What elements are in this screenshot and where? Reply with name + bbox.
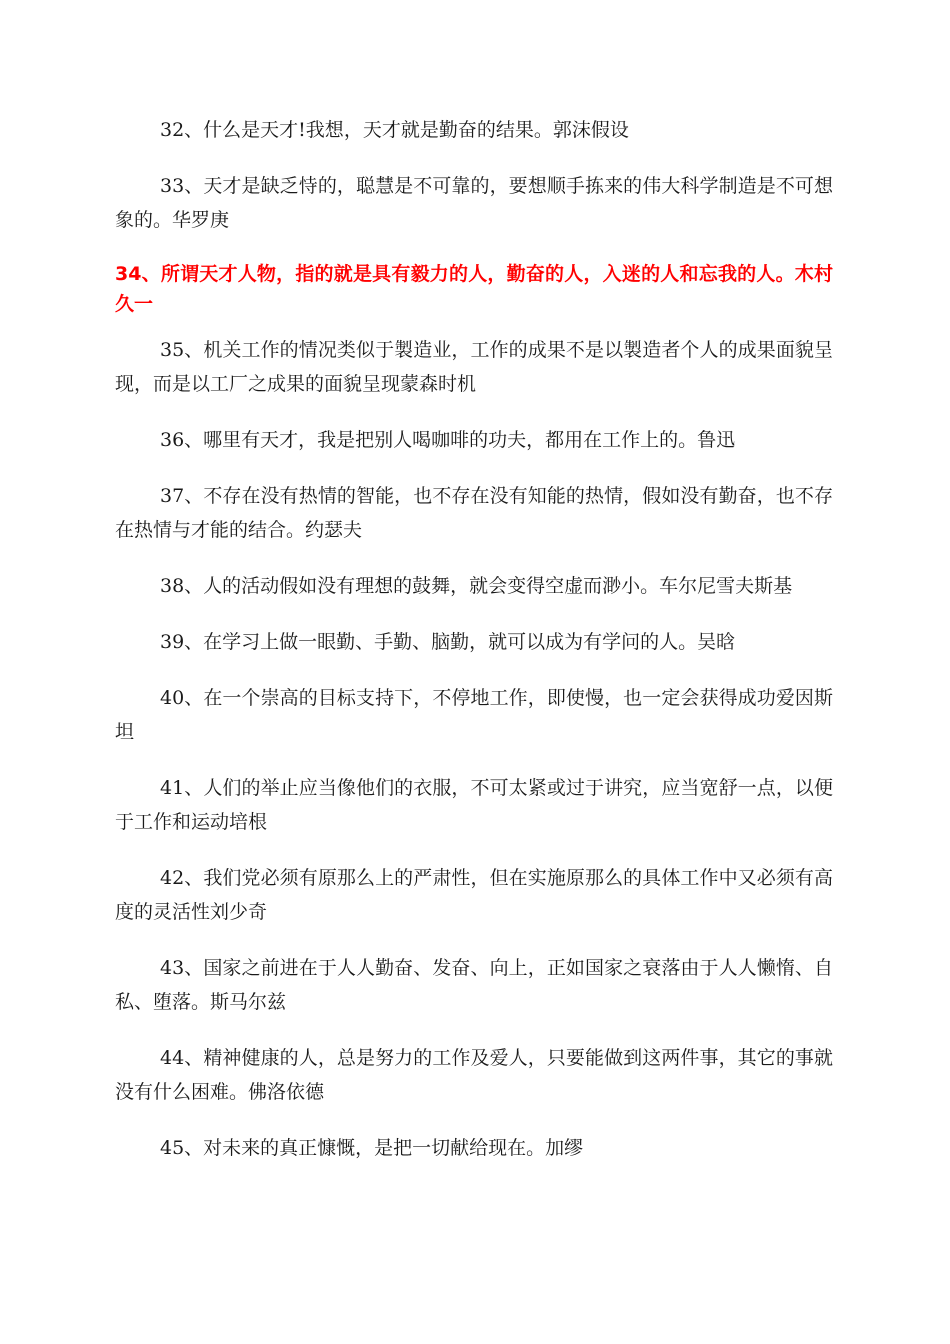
quote-paragraph-40: 40、在一个崇高的目标支持下，不停地工作，即使慢，也一定会获得成功爱因斯坦	[115, 687, 833, 743]
quote-paragraph-35: 35、机关工作的情况类似于製造业，工作的成果不是以製造者个人的成果面貌呈现，而是以工厂之成果的面貌呈现蒙森时机	[115, 339, 833, 395]
quote-paragraph-43: 43、国家之前进在于人人勤奋、发奋、向上，正如国家之衰落由于人人懒惰、自私、堕落。斯马尔兹	[115, 957, 833, 1013]
quote-paragraph-41: 41、人们的举止应当像他们的衣服，不可太紧或过于讲究，应当宽舒一点，以便于工作和运动培根	[115, 777, 833, 833]
quote-paragraph-33: 33、天才是缺乏恃的，聪慧是不可靠的，要想顺手拣来的伟大科学制造是不可想象的。华罗庚	[115, 175, 833, 231]
quote-paragraph-38: 38、人的活动假如没有理想的鼓舞，就会变得空虚而渺小。车尔尼雪夫斯基	[160, 575, 793, 597]
quote-paragraph-44: 44、精神健康的人，总是努力的工作及爱人，只要能做到这两件事，其它的事就没有什么困难。佛洛依德	[115, 1047, 833, 1103]
document-page	[115, 113, 833, 1187]
quote-paragraph-37: 37、不存在没有热情的智能，也不存在没有知能的热情，假如没有勤奋，也不存在热情与才能的结合。约瑟夫	[115, 485, 833, 541]
quote-paragraph-45: 45、对未来的真正慷慨，是把一切献给现在。加缪	[160, 1137, 584, 1159]
quote-paragraph-39: 39、在学习上做一眼勤、手勤、脑勤，就可以成为有学问的人。吴晗	[160, 631, 736, 653]
highlighted-quote-paragraph-34: 34、所谓天才人物，指的就是具有毅力的人，勤奋的人，入迷的人和忘我的人。木村久一	[115, 263, 833, 315]
quote-paragraph-36: 36、哪里有天才，我是把别人喝咖啡的功夫，都用在工作上的。鲁迅	[160, 429, 736, 451]
quote-paragraph-32: 32、什么是天才!我想，天才就是勤奋的结果。郭沫假设	[160, 119, 629, 141]
quote-paragraph-42: 42、我们党必须有原那么上的严肃性，但在实施原那么的具体工作中又必须有高度的灵活性刘少奇	[115, 867, 833, 923]
